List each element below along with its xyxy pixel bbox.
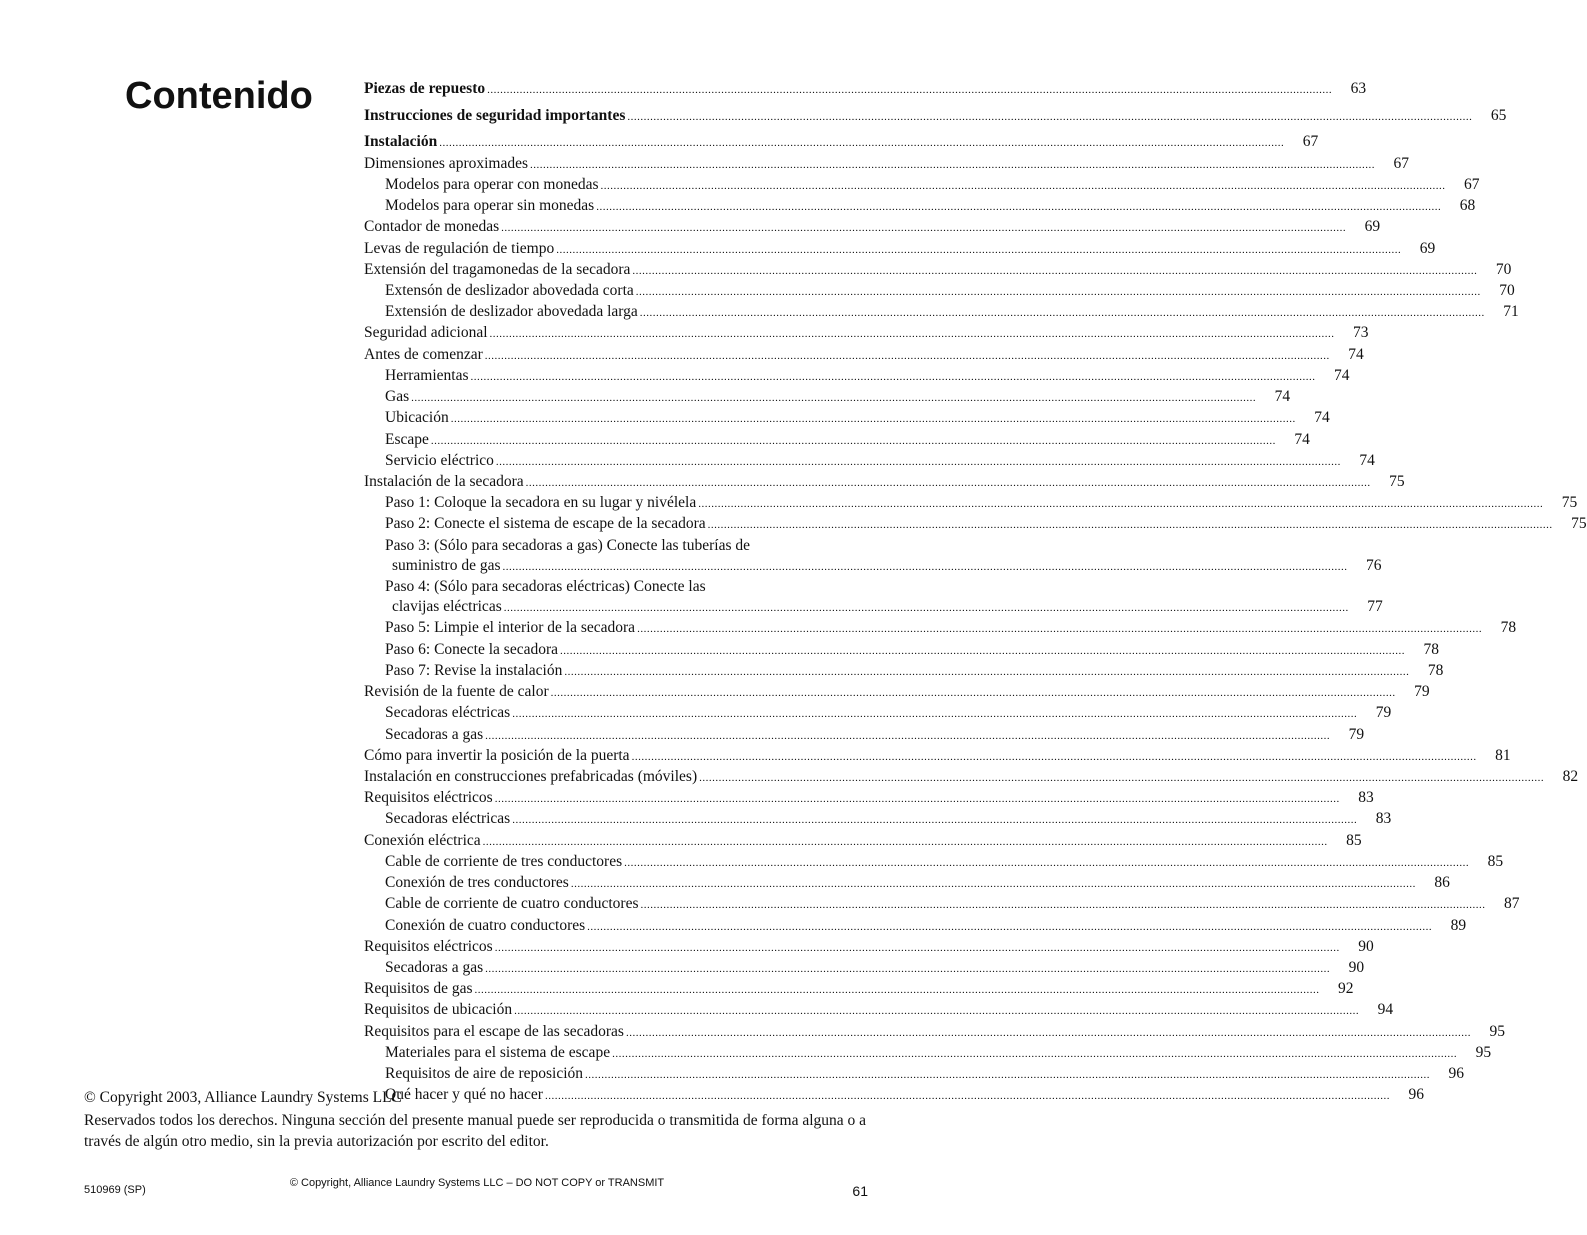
toc-leader-dots: .................................................................................................................................................................................................................................................................... bbox=[560, 644, 1406, 657]
toc-entry-page: 83 bbox=[1358, 789, 1374, 807]
toc-entry-label: Conexión eléctrica bbox=[364, 831, 481, 849]
toc-entry[interactable] bbox=[364, 746, 1511, 767]
toc-entry-label: Dimensiones aproximades bbox=[364, 154, 529, 172]
toc-leader-dots: .................................................................................................................................................................................................................................................................... bbox=[624, 856, 1470, 869]
toc-entry-label: Instalación de la secadora bbox=[364, 472, 524, 490]
toc-entry-page: 74 bbox=[1359, 451, 1375, 469]
toc-entry-page: 67 bbox=[1463, 175, 1480, 193]
toc-leader-dots: .................................................................................................................................................................................................................................................................... bbox=[707, 519, 1553, 532]
toc-entry[interactable] bbox=[364, 725, 1365, 746]
toc-entry[interactable] bbox=[364, 302, 1519, 323]
toc-entry-page: 78 bbox=[1423, 640, 1440, 658]
toc-entry[interactable] bbox=[364, 345, 1364, 366]
toc-entry-label: Paso 5: Limpie el interior de la secadora bbox=[385, 619, 636, 637]
toc-entry-label: Conexión de tres conductores bbox=[385, 874, 569, 892]
toc-entry-label: Requisitos eléctricos bbox=[364, 789, 493, 807]
toc-entry-label: Paso 7: Revise la instalación bbox=[385, 661, 563, 679]
toc-leader-dots: .................................................................................................................................................................................................................................................................... bbox=[489, 328, 1335, 341]
toc-entry[interactable] bbox=[364, 788, 1374, 809]
toc-leader-dots: .................................................................................................................................................................................................................................................................... bbox=[485, 962, 1331, 975]
toc-entry-page: 70 bbox=[1495, 260, 1512, 278]
toc-entry[interactable] bbox=[364, 661, 1444, 682]
toc-leader-dots: .................................................................................................................................................................................................................................................................... bbox=[585, 1069, 1431, 1082]
toc-leader-dots: .................................................................................................................................................................................................................................................................... bbox=[494, 941, 1340, 954]
toc-entry[interactable] bbox=[364, 1000, 1394, 1021]
toc-entry-label: Levas de regulación de tiempo bbox=[364, 239, 555, 257]
toc-entry-label: Secadoras a gas bbox=[385, 725, 484, 743]
toc-entry-line[interactable]: Paso 4: (Sólo para secadoras eléctricas) Conecte las bbox=[385, 578, 706, 596]
toc-entry[interactable] bbox=[364, 618, 1517, 639]
toc-leader-dots: .................................................................................................................................................................................................................................................................... bbox=[635, 285, 1481, 298]
toc-leader-dots: .................................................................................................................................................................................................................................................................... bbox=[530, 158, 1376, 171]
toc-entry-page: 77 bbox=[1367, 598, 1383, 616]
copyright-line: © Copyright 2003, Alliance Laundry Systems LLC bbox=[84, 1089, 402, 1106]
toc-entry[interactable] bbox=[364, 366, 1350, 387]
toc-leader-dots: .................................................................................................................................................................................................................................................................... bbox=[485, 729, 1331, 742]
toc-entry-label: Piezas de repuesto bbox=[364, 80, 486, 97]
toc-entry-page: 74 bbox=[1274, 388, 1291, 406]
toc-entry-label: Contador de monedas bbox=[364, 218, 500, 236]
toc-leader-dots: .................................................................................................................................................................................................................................................................... bbox=[612, 1047, 1458, 1060]
toc-entry-page: 96 bbox=[1448, 1065, 1465, 1083]
toc-entry[interactable] bbox=[364, 451, 1375, 472]
toc-entry-label: Cable de corriente de tres conductores bbox=[385, 852, 623, 870]
toc-entry[interactable] bbox=[364, 239, 1436, 260]
toc-entry-label: Antes de comenzar bbox=[364, 345, 483, 363]
toc-entry[interactable] bbox=[364, 79, 1367, 100]
toc-entry[interactable] bbox=[364, 1043, 1492, 1064]
toc-entry-label: Cómo para invertir la posición de la puerta bbox=[364, 746, 630, 764]
toc-entry[interactable] bbox=[364, 556, 1382, 577]
toc-entry-page: 67 bbox=[1393, 154, 1410, 172]
toc-leader-dots: .................................................................................................................................................................................................................................................................... bbox=[632, 264, 1478, 277]
toc-leader-dots: .................................................................................................................................................................................................................................................................... bbox=[474, 984, 1320, 997]
toc-entry[interactable] bbox=[364, 597, 1383, 618]
toc-entry-page: 79 bbox=[1414, 683, 1430, 701]
toc-entry-label: Materiales para el sistema de escape bbox=[385, 1043, 611, 1061]
toc-entry-page: 65 bbox=[1490, 106, 1507, 124]
toc-entry-label: Revisión de la fuente de calor bbox=[364, 683, 549, 701]
toc-entry-label: Escape bbox=[385, 430, 429, 448]
toc-entry[interactable] bbox=[364, 132, 1319, 153]
toc-entry-page: 87 bbox=[1503, 895, 1520, 913]
toc-entry-label: Extensión del tragamonedas de la secadora bbox=[364, 260, 631, 278]
toc-entry-page: 75 bbox=[1561, 494, 1578, 512]
toc-entry-page: 95 bbox=[1475, 1043, 1492, 1061]
footer-notice: © Copyright, Alliance Laundry Systems LLC – DO NOT COPY or TRANSMIT bbox=[289, 1177, 665, 1189]
toc-leader-dots: .................................................................................................................................................................................................................................................................... bbox=[587, 920, 1433, 933]
toc-leader-dots: .................................................................................................................................................................................................................................................................... bbox=[640, 899, 1486, 912]
toc-entry-label: suministro de gas bbox=[392, 556, 501, 574]
toc-entry-label: Requisitos de gas bbox=[364, 980, 473, 998]
toc-entry-label: Herramientas bbox=[385, 366, 469, 384]
toc-entry[interactable] bbox=[364, 323, 1369, 344]
toc-entry-page: 74 bbox=[1314, 409, 1330, 427]
toc-entry-page: 83 bbox=[1375, 810, 1392, 828]
toc-leader-dots: .................................................................................................................................................................................................................................................................... bbox=[482, 835, 1328, 848]
toc-entry[interactable] bbox=[364, 703, 1392, 724]
toc-entry[interactable] bbox=[364, 387, 1291, 408]
toc-entry-page: 74 bbox=[1294, 430, 1310, 448]
toc-leader-dots: .................................................................................................................................................................................................................................................................... bbox=[411, 392, 1257, 405]
toc-leader-dots: .................................................................................................................................................................................................................................................................... bbox=[501, 222, 1347, 235]
toc-entry-page: 89 bbox=[1450, 916, 1467, 934]
toc-entry-page: 76 bbox=[1366, 556, 1382, 574]
toc-entry-page: 73 bbox=[1353, 324, 1369, 342]
toc-entry-label: Paso 1: Coloque la secadora en su lugar y nivélela bbox=[385, 494, 697, 512]
toc-leader-dots: .................................................................................................................................................................................................................................................................... bbox=[570, 878, 1416, 891]
toc-leader-dots: .................................................................................................................................................................................................................................................................... bbox=[439, 137, 1285, 150]
toc-entry[interactable] bbox=[364, 894, 1520, 915]
toc-leader-dots: .................................................................................................................................................................................................................................................................... bbox=[699, 772, 1545, 784]
page-number: 61 bbox=[852, 1183, 868, 1199]
toc-leader-dots: .................................................................................................................................................................................................................................................................... bbox=[637, 623, 1483, 636]
toc-leader-dots: .................................................................................................................................................................................................................................................................... bbox=[512, 708, 1358, 721]
toc-entry-page: 90 bbox=[1358, 937, 1374, 955]
toc-entry[interactable] bbox=[364, 682, 1430, 703]
toc-entry-label: Conexión de cuatro conductores bbox=[385, 916, 586, 934]
toc-entry-page: 75 bbox=[1389, 472, 1405, 490]
toc-entry-label: Extensón de deslizador abovedada corta bbox=[385, 281, 634, 299]
toc-entry-label: Requisitos de aire de reposición bbox=[385, 1065, 584, 1083]
toc-entry-page: 81 bbox=[1495, 746, 1511, 764]
document-number: 510969 (SP) bbox=[84, 1184, 146, 1196]
page-title: Contenido bbox=[125, 75, 313, 117]
toc-leader-dots: .................................................................................................................................................................................................................................................................... bbox=[639, 307, 1485, 320]
toc-entry[interactable] bbox=[364, 958, 1365, 979]
toc-entry-label: Servicio eléctrico bbox=[385, 451, 494, 469]
toc-entry-page: 78 bbox=[1500, 619, 1517, 637]
toc-entry-label: Secadoras eléctricas bbox=[385, 810, 511, 828]
toc-entry[interactable] bbox=[364, 873, 1450, 894]
toc-entry-label: Seguridad adicional bbox=[364, 324, 488, 342]
toc-entry[interactable] bbox=[364, 217, 1381, 238]
toc-leader-dots: .................................................................................................................................................................................................................................................................... bbox=[512, 814, 1358, 827]
toc-entry-page: 63 bbox=[1350, 80, 1367, 97]
toc-entry-label: Instrucciones de seguridad importantes bbox=[364, 106, 626, 124]
toc-entry[interactable] bbox=[364, 175, 1480, 196]
toc-entry-page: 85 bbox=[1346, 831, 1362, 849]
toc-entry-page: 96 bbox=[1408, 1086, 1424, 1104]
toc-entry-page: 85 bbox=[1487, 852, 1504, 870]
table-of-contents bbox=[364, 79, 1587, 1107]
toc-entry-page: 68 bbox=[1459, 197, 1476, 215]
toc-leader-dots: .................................................................................................................................................................................................................................................................... bbox=[625, 1026, 1471, 1039]
toc-entry-label: Paso 2: Conecte el sistema de escape de la secadora bbox=[385, 515, 706, 533]
toc-leader-dots: .................................................................................................................................................................................................................................................................... bbox=[450, 413, 1296, 426]
toc-entry-label: Ubicación bbox=[385, 409, 449, 427]
toc-entry[interactable] bbox=[364, 1064, 1465, 1085]
toc-leader-dots: .................................................................................................................................................................................................................................................................... bbox=[484, 349, 1330, 362]
copyright-notice bbox=[84, 1087, 874, 1152]
toc-entry-page: 79 bbox=[1375, 704, 1392, 722]
toc-entry-label: Paso 6: Conecte la secadora bbox=[385, 640, 559, 658]
toc-entry-line[interactable]: Paso 3: (Sólo para secadoras a gas) Conecte las tuberías de bbox=[385, 536, 750, 554]
toc-entry-page: 92 bbox=[1338, 980, 1354, 998]
toc-leader-dots: .................................................................................................................................................................................................................................................................... bbox=[550, 687, 1396, 700]
toc-entry-label: Modelos para operar con monedas bbox=[385, 175, 599, 193]
toc-leader-dots: .................................................................................................................................................................................................................................................................... bbox=[502, 560, 1348, 573]
toc-entry[interactable] bbox=[364, 154, 1410, 175]
toc-leader-dots: .................................................................................................................................................................................................................................................................... bbox=[564, 665, 1410, 678]
toc-entry-label: Qué hacer y qué no hacer bbox=[385, 1086, 543, 1104]
toc-entry-page: 90 bbox=[1348, 958, 1365, 976]
toc-entry[interactable] bbox=[364, 831, 1362, 852]
toc-entry[interactable] bbox=[364, 281, 1515, 302]
toc-entry-label: Cable de corriente de cuatro conductores bbox=[385, 895, 639, 913]
toc-entry[interactable] bbox=[364, 472, 1405, 493]
toc-entry[interactable] bbox=[364, 937, 1374, 958]
toc-entry-page: 94 bbox=[1377, 1001, 1394, 1019]
toc-entry-label: Instalación bbox=[364, 133, 438, 151]
toc-entry[interactable] bbox=[364, 640, 1440, 661]
toc-entry[interactable] bbox=[364, 852, 1504, 873]
toc-entry[interactable] bbox=[364, 260, 1512, 281]
toc-leader-dots: .................................................................................................................................................................................................................................................................... bbox=[627, 110, 1473, 123]
toc-leader-dots: .................................................................................................................................................................................................................................................................... bbox=[525, 476, 1371, 489]
toc-entry-page: 70 bbox=[1499, 281, 1515, 299]
toc-leader-dots: .................................................................................................................................................................................................................................................................... bbox=[430, 434, 1276, 447]
toc-entry-page: 74 bbox=[1348, 345, 1364, 363]
toc-entry-page: 79 bbox=[1348, 725, 1365, 743]
toc-leader-dots: .................................................................................................................................................................................................................................................................... bbox=[470, 370, 1316, 383]
toc-leader-dots: .................................................................................................................................................................................................................................................................... bbox=[514, 1005, 1360, 1018]
toc-leader-dots: .................................................................................................................................................................................................................................................................... bbox=[600, 179, 1446, 192]
toc-entry-label: Requisitos de ubicación bbox=[364, 1001, 513, 1019]
toc-entry-page: 74 bbox=[1334, 366, 1350, 384]
toc-entry[interactable] bbox=[364, 408, 1330, 429]
toc-entry[interactable] bbox=[364, 916, 1467, 937]
toc-leader-dots: .................................................................................................................................................................................................................................................................... bbox=[556, 243, 1402, 256]
toc-entry[interactable] bbox=[364, 809, 1392, 830]
toc-leader-dots: .................................................................................................................................................................................................................................................................... bbox=[503, 602, 1349, 615]
toc-leader-dots: .................................................................................................................................................................................................................................................................... bbox=[494, 793, 1340, 806]
toc-entry[interactable] bbox=[364, 1022, 1505, 1043]
toc-entry-label: clavijas eléctricas bbox=[392, 598, 502, 616]
toc-entry[interactable] bbox=[364, 196, 1476, 217]
toc-entry[interactable] bbox=[364, 493, 1578, 514]
toc-leader-dots: .................................................................................................................................................................................................................................................................... bbox=[544, 1090, 1390, 1103]
toc-entry-label: Extensión de deslizador abovedada larga bbox=[385, 303, 638, 321]
toc-entry[interactable] bbox=[364, 430, 1310, 451]
toc-entry-page: 86 bbox=[1434, 874, 1450, 892]
toc-entry-label: Secadoras eléctricas bbox=[385, 704, 511, 722]
toc-entry-page: 75 bbox=[1571, 515, 1587, 533]
toc-leader-dots: .................................................................................................................................................................................................................................................................... bbox=[631, 750, 1477, 763]
rights-statement: Reservados todos los derechos. Ninguna sección del presente manual puede ser reproducida o transmitida de forma alguna o a través de algún otro medio, sin la previa autorización por escrito del editor. bbox=[84, 1112, 867, 1150]
toc-entry-page: 67 bbox=[1302, 133, 1319, 151]
toc-entry-page: 71 bbox=[1503, 303, 1519, 321]
toc-entry-label: Modelos para operar sin monedas bbox=[385, 197, 595, 215]
toc-entry-page: 82 bbox=[1562, 768, 1579, 785]
toc-entry-label: Secadoras a gas bbox=[385, 958, 484, 976]
toc-entry-page: 78 bbox=[1427, 661, 1444, 679]
toc-entry-label: Instalación en construcciones prefabricadas (móviles) bbox=[364, 768, 698, 785]
toc-entry-page: 95 bbox=[1489, 1022, 1505, 1040]
toc-entry-label: Gas bbox=[385, 388, 410, 406]
toc-entry[interactable] bbox=[364, 514, 1587, 535]
toc-leader-dots: .................................................................................................................................................................................................................................................................... bbox=[596, 201, 1442, 214]
toc-entry[interactable] bbox=[364, 106, 1507, 127]
toc-entry-page: 69 bbox=[1419, 239, 1436, 257]
toc-leader-dots: .................................................................................................................................................................................................................................................................... bbox=[487, 84, 1333, 96]
toc-entry-label: Requisitos eléctricos bbox=[364, 937, 493, 955]
toc-leader-dots: .................................................................................................................................................................................................................................................................... bbox=[698, 498, 1544, 511]
toc-entry[interactable] bbox=[364, 767, 1579, 788]
toc-entry-page: 69 bbox=[1364, 218, 1381, 236]
toc-entry[interactable] bbox=[364, 979, 1354, 1000]
toc-entry-label: Requisitos para el escape de las secadoras bbox=[364, 1022, 624, 1040]
toc-leader-dots: .................................................................................................................................................................................................................................................................... bbox=[495, 455, 1341, 468]
